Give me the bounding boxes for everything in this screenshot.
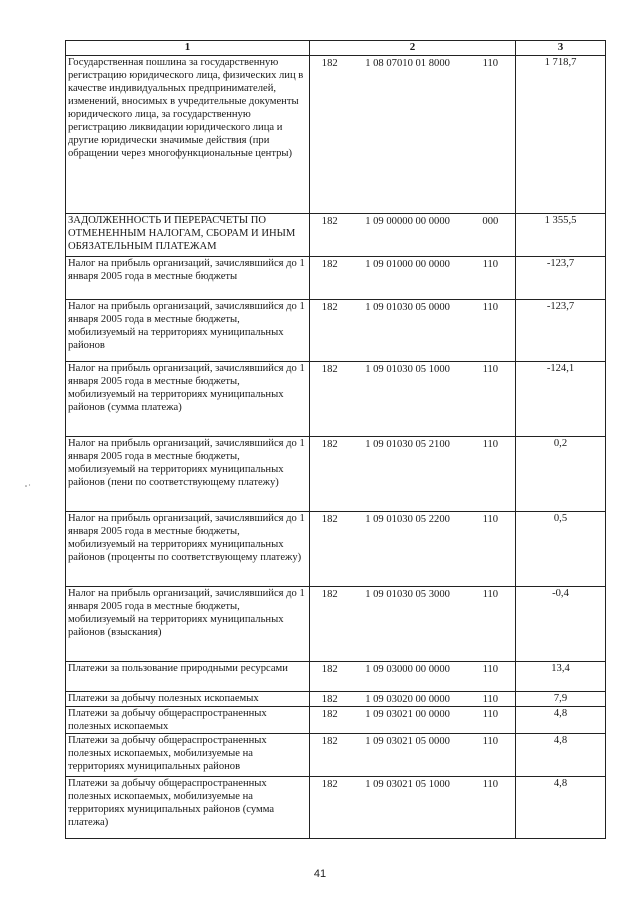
- row-value: -123,7: [516, 300, 606, 362]
- row-type-code: 110: [482, 779, 499, 790]
- row-value: -124,1: [516, 362, 606, 437]
- row-description: Платежи за добычу общераспространенных полезных ископаемых: [66, 707, 310, 734]
- row-description: Налог на прибыль организаций, зачислявшийся до 1 января 2005 года в местные бюджеты, мобилизуемый на территориях муниципальных районов: [66, 300, 310, 362]
- row-value: 1 718,7: [516, 56, 606, 214]
- table-row: [66, 437, 606, 512]
- row-value: 4,8: [516, 734, 606, 777]
- row-admin-code: 182: [321, 709, 338, 720]
- row-description: Налог на прибыль организаций, зачислявшийся до 1 января 2005 года в местные бюджеты, мобилизуемый на территориях муниципальных районов (взыскания): [66, 587, 310, 662]
- row-code: [310, 56, 516, 214]
- row-kbk-code: 1 09 03021 05 0000: [365, 736, 450, 747]
- row-admin-code: 182: [321, 664, 338, 675]
- row-kbk-code: 1 09 01030 05 0000: [365, 302, 450, 313]
- row-kbk-code: 1 09 01030 05 1000: [365, 364, 450, 375]
- row-description: Налог на прибыль организаций, зачислявшийся до 1 января 2005 года в местные бюджеты, мобилизуемый на территориях муниципальных районов (сумма платежа): [66, 362, 310, 437]
- scan-speck: [24, 483, 32, 489]
- column-header-1: 1: [66, 41, 310, 56]
- row-admin-code: 182: [321, 779, 338, 790]
- row-admin-code: 182: [321, 439, 338, 450]
- row-admin-code: 182: [321, 259, 338, 270]
- table-row: [66, 512, 606, 587]
- row-type-code: 110: [482, 709, 499, 720]
- row-code: [310, 734, 516, 777]
- table-row: [66, 214, 606, 257]
- row-description: Налог на прибыль организаций, зачислявшийся до 1 января 2005 года в местные бюджеты, мобилизуемый на территориях муниципальных районов (пени по соответствующему платежу): [66, 437, 310, 512]
- revenue-table: [65, 40, 606, 839]
- row-admin-code: 182: [321, 216, 338, 227]
- row-admin-code: 182: [321, 58, 338, 69]
- row-type-code: 110: [482, 514, 499, 525]
- row-code: [310, 362, 516, 437]
- table-row: [66, 56, 606, 214]
- row-code: [310, 587, 516, 662]
- table-row: [66, 662, 606, 692]
- row-type-code: 110: [482, 664, 499, 675]
- row-type-code: 110: [482, 589, 499, 600]
- row-type-code: 000: [482, 216, 499, 227]
- row-admin-code: 182: [321, 736, 338, 747]
- row-type-code: 110: [482, 694, 499, 705]
- table-body: [66, 56, 606, 839]
- row-value: -123,7: [516, 257, 606, 300]
- row-description: Государственная пошлина за государственную регистрацию юридического лица, физических лиц в качестве индивидуальных предпринимателей, изменений, вносимых в учредительные документы юридического лица, за государственную регистрацию ликвидации юридического лица и другие юридически значимые действия (при обращении через многофункциональные центры): [66, 56, 310, 214]
- row-admin-code: 182: [321, 694, 338, 705]
- row-code: [310, 512, 516, 587]
- row-description: ЗАДОЛЖЕННОСТЬ И ПЕРЕРАСЧЕТЫ ПО ОТМЕНЕННЫМ НАЛОГАМ, СБОРАМ И ИНЫМ ОБЯЗАТЕЛЬНЫМ ПЛАТЕЖАМ: [66, 214, 310, 257]
- row-admin-code: 182: [321, 514, 338, 525]
- row-kbk-code: 1 09 03020 00 0000: [365, 694, 450, 705]
- row-code: [310, 257, 516, 300]
- table-row: [66, 692, 606, 707]
- table-row: [66, 300, 606, 362]
- row-type-code: 110: [482, 259, 499, 270]
- row-value: 13,4: [516, 662, 606, 692]
- row-kbk-code: 1 09 03000 00 0000: [365, 664, 450, 675]
- row-description: Платежи за добычу полезных ископаемых: [66, 692, 310, 707]
- row-description: Налог на прибыль организаций, зачислявшийся до 1 января 2005 года в местные бюджеты, мобилизуемый на территориях муниципальных районов (проценты по соответствующему платежу): [66, 512, 310, 587]
- row-value: 4,8: [516, 777, 606, 839]
- row-value: -0,4: [516, 587, 606, 662]
- row-kbk-code: 1 09 01000 00 0000: [365, 259, 450, 270]
- row-kbk-code: 1 09 00000 00 0000: [365, 216, 450, 227]
- table-row: [66, 734, 606, 777]
- row-kbk-code: 1 09 01030 05 2100: [365, 439, 450, 450]
- row-value: 4,8: [516, 707, 606, 734]
- row-description: Налог на прибыль организаций, зачислявшийся до 1 января 2005 года в местные бюджеты: [66, 257, 310, 300]
- row-kbk-code: 1 08 07010 01 8000: [365, 58, 450, 69]
- row-description: Платежи за пользование природными ресурсами: [66, 662, 310, 692]
- row-code: [310, 437, 516, 512]
- row-code: [310, 692, 516, 707]
- row-kbk-code: 1 09 03021 05 1000: [365, 779, 450, 790]
- column-header-3: 3: [516, 41, 606, 56]
- row-kbk-code: 1 09 03021 00 0000: [365, 709, 450, 720]
- row-value: 0,5: [516, 512, 606, 587]
- row-admin-code: 182: [321, 589, 338, 600]
- row-code: [310, 214, 516, 257]
- table-row: [66, 257, 606, 300]
- row-type-code: 110: [482, 736, 499, 747]
- row-value: 0,2: [516, 437, 606, 512]
- column-header-2: 2: [310, 41, 516, 56]
- row-code: [310, 707, 516, 734]
- row-kbk-code: 1 09 01030 05 2200: [365, 514, 450, 525]
- row-value: 7,9: [516, 692, 606, 707]
- row-type-code: 110: [482, 439, 499, 450]
- row-kbk-code: 1 09 01030 05 3000: [365, 589, 450, 600]
- page-number: 41: [313, 868, 327, 880]
- table-row: [66, 777, 606, 839]
- row-code: [310, 777, 516, 839]
- table-row: [66, 362, 606, 437]
- header-row: [66, 41, 606, 56]
- row-type-code: 110: [482, 58, 499, 69]
- row-code: [310, 662, 516, 692]
- table-row: [66, 707, 606, 734]
- row-admin-code: 182: [321, 302, 338, 313]
- row-value: 1 355,5: [516, 214, 606, 257]
- row-admin-code: 182: [321, 364, 338, 375]
- table-row: [66, 587, 606, 662]
- row-description: Платежи за добычу общераспространенных полезных ископаемых, мобилизуемые на территориях муниципальных районов: [66, 734, 310, 777]
- row-type-code: 110: [482, 364, 499, 375]
- row-code: [310, 300, 516, 362]
- row-type-code: 110: [482, 302, 499, 313]
- row-description: Платежи за добычу общераспространенных полезных ископаемых, мобилизуемые на территориях муниципальных районов (сумма платежа): [66, 777, 310, 839]
